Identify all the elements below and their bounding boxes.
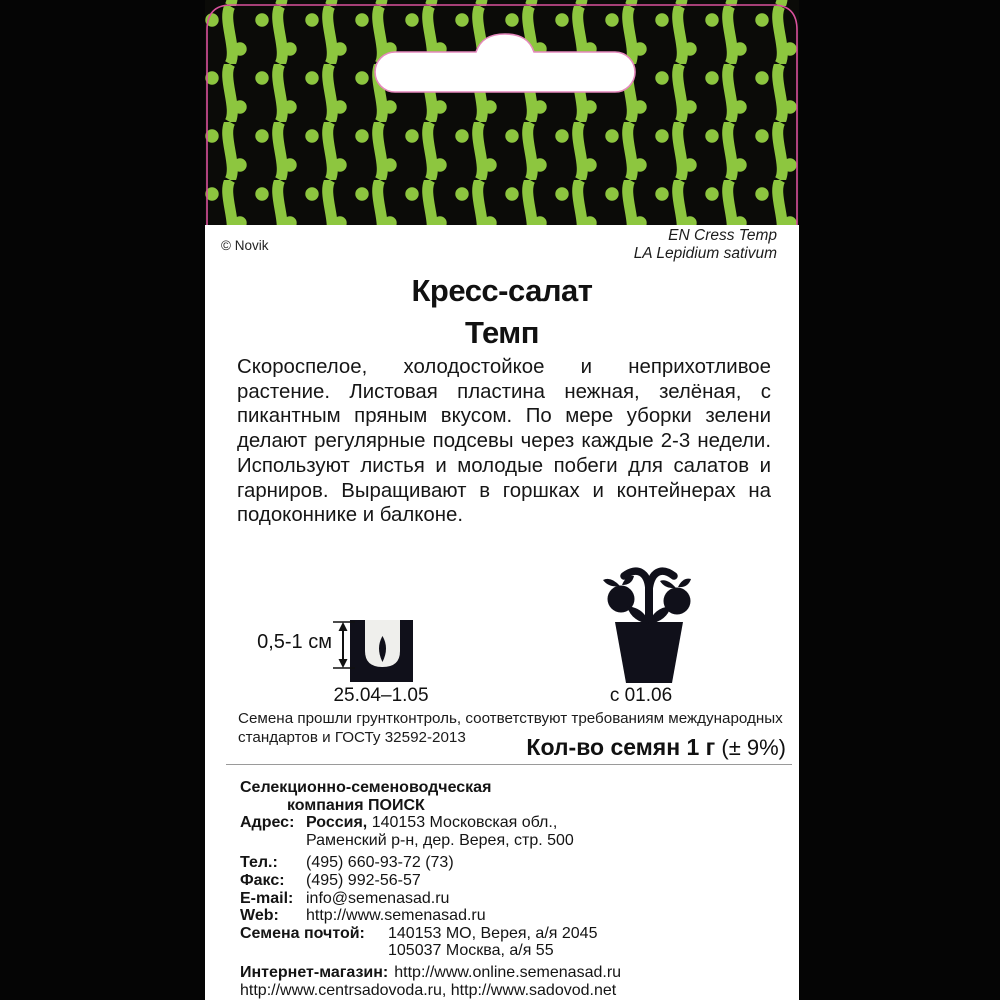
phone-label: Тел.: (240, 854, 278, 872)
email-row (240, 890, 770, 908)
description-line: подоконнике и балконе. (237, 504, 463, 527)
seed-quantity (526, 734, 786, 761)
sowing-dates: 25.04–1.05 (333, 685, 429, 706)
seeds-by-mail-label: Семена почтой: (240, 924, 365, 942)
address-value (306, 814, 574, 849)
crop-title: Кресс-салат (411, 273, 593, 308)
online-shop-label: Интернет-магазин: (240, 963, 389, 981)
company-contacts-block (240, 779, 770, 999)
seed-quantity-value: Кол-во семян 1 г (526, 734, 716, 760)
latin-names-block (634, 227, 777, 263)
name-english: EN Cress Temp (668, 227, 777, 244)
company-name: компания ПОИСК (287, 796, 425, 814)
harvest-date: с 01.06 (609, 685, 673, 706)
seeds-by-mail-value (388, 925, 597, 960)
address-line2: Раменский р-н, дер. Верея, стр. 500 (306, 831, 574, 849)
address-line1: 140153 Московская обл., (367, 814, 558, 832)
sowing-depth-label: 0,5-1 см (257, 631, 332, 653)
email-value: info@semenasad.ru (306, 889, 450, 907)
certification-text: стандартов и ГОСТу 32592-2013 (238, 729, 466, 746)
description-line: растение. Листовая пластина нежная, зелёная, с (237, 380, 771, 403)
seeds-by-mail-row (240, 925, 770, 960)
certification-text: Семена прошли грунтконтроль, соответствуют требованиям международных (238, 710, 783, 727)
description-line: делают регулярные подсевы через каждые 2-3 недели. (237, 430, 771, 453)
fax-label: Факс: (240, 871, 285, 889)
variety-title: Темп (465, 315, 539, 350)
seed-quantity-tolerance: (± 9%) (715, 735, 786, 760)
description-line: пикантным пряным вкусом. По мере уборки зелени (237, 405, 771, 428)
fax-value: (495) 992-56-57 (306, 871, 421, 889)
description-line: Скороспелое, холодостойкое и неприхотливое (237, 356, 771, 378)
sowing-depth-icon (333, 615, 429, 687)
name-latin: LA Lepidium sativum (633, 245, 777, 262)
fax-row (240, 872, 770, 890)
web-row (240, 907, 770, 925)
mail-address-line: 140153 МО, Верея, а/я 2045 (388, 924, 598, 942)
phone-row (240, 854, 770, 872)
company-name: Селекционно-семеноводческая (240, 779, 492, 796)
copyright-credit: © Novik (221, 238, 269, 253)
address-row (240, 814, 770, 849)
online-shop-extra-urls: http://www.centrsadovoda.ru, http://www.sadovod.net (240, 981, 617, 999)
web-label: Web: (240, 907, 279, 925)
mail-address-line: 105037 Москва, а/я 55 (388, 942, 554, 960)
description-paragraph (237, 355, 771, 528)
address-label: Адрес: (240, 814, 295, 832)
online-shop-row (240, 964, 770, 982)
online-shop-value: http://www.online.semenasad.ru (394, 963, 622, 981)
description-line: гарниров. Выращивают в горшках и контейнерах на (237, 479, 771, 502)
description-line: Используют листья и молодые побеги для салатов и (237, 454, 771, 477)
email-label: E-mail: (240, 889, 294, 907)
wave-dot-pattern-band (205, 0, 799, 225)
plant-pot-icon (593, 556, 701, 684)
separator-line (226, 764, 792, 765)
phone-value: (495) 660-93-72 (73) (306, 854, 454, 872)
address-country: Россия, (306, 814, 368, 832)
web-value: http://www.semenasad.ru (306, 907, 486, 925)
